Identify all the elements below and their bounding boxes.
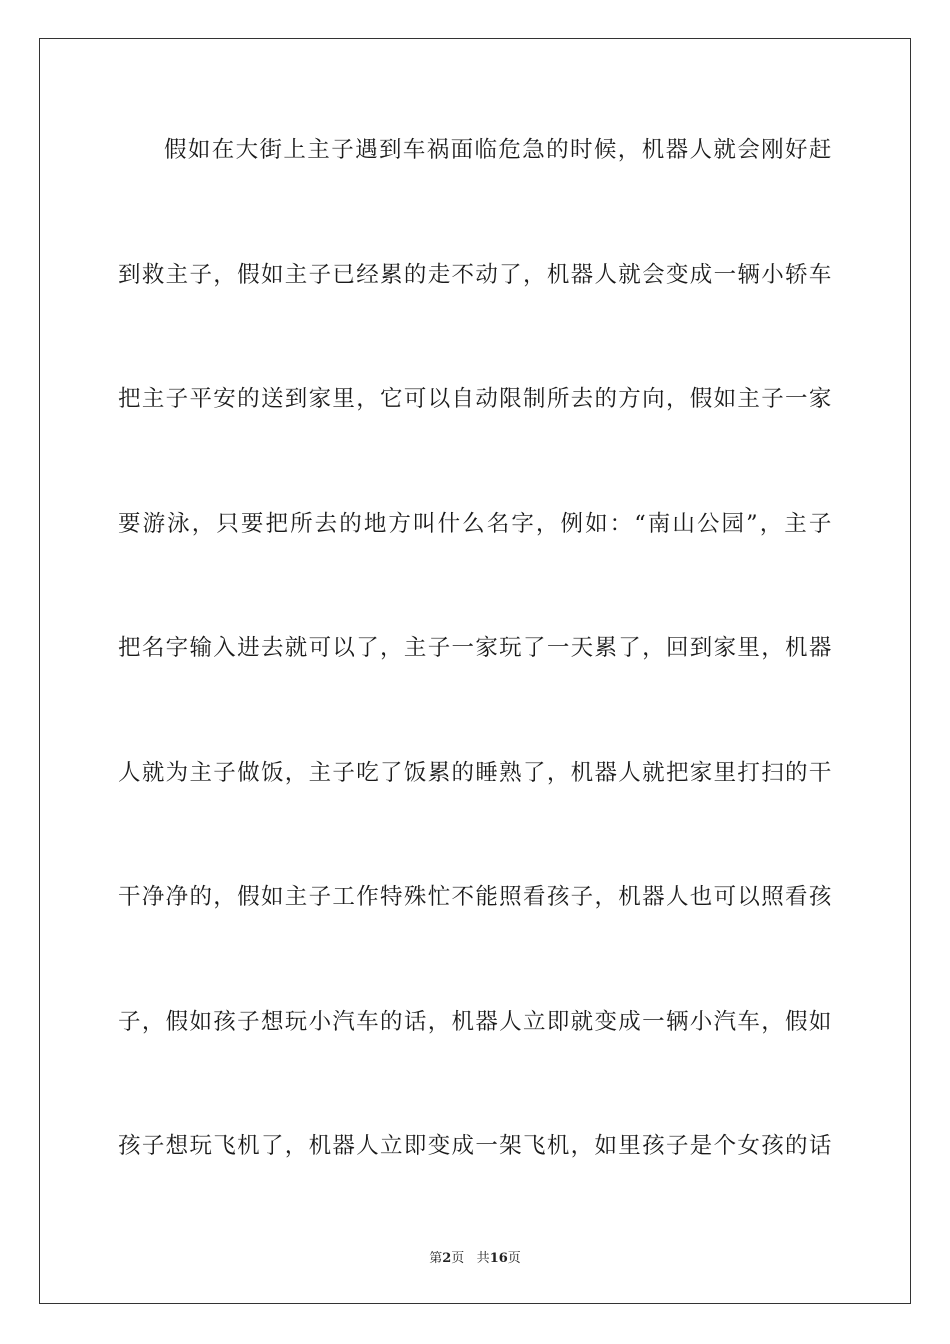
total-prefix: 共	[476, 1251, 490, 1266]
document-body	[118, 126, 832, 1247]
total-suffix: 页	[507, 1251, 521, 1266]
paragraph-line: 把主子平安的送到家里，它可以自动限制所去的方向，假如主子一家	[118, 386, 832, 412]
footer-gap	[464, 1251, 476, 1266]
paragraph-line: 人就为主子做饭，主子吃了饭累的睡熟了，机器人就把家里打扫的干	[118, 759, 832, 786]
page-number: 2	[442, 1251, 452, 1266]
paragraph-line: 子，假如孩子想玩小汽车的话，机器人立即就变成一辆小汽车，假如	[118, 1008, 832, 1035]
paragraph-line: 把名字输入进去就可以了，主子一家玩了一天累了，回到家里，机器	[118, 635, 832, 661]
paragraph-line: 到救主子，假如主子已经累的走不动了，机器人就会变成一辆小轿车	[118, 261, 832, 288]
total-pages: 16	[489, 1251, 508, 1266]
page-suffix: 页	[451, 1251, 465, 1266]
paragraph-line: 孩子想玩飞机了，机器人立即变成一架飞机，如里孩子是个女孩的话	[118, 1133, 832, 1159]
paragraph-line: 假如在大街上主子遇到车祸面临危急的时候，机器人就会刚好赶	[164, 137, 832, 163]
paragraph-line: 干净净的，假如主子工作特殊忙不能照看孩子，机器人也可以照看孩	[118, 884, 832, 910]
page-prefix: 第	[429, 1251, 443, 1266]
paragraph-line: 要游泳，只要把所去的地方叫什么名字，例如：“南山公园”，主子	[118, 510, 832, 537]
page-footer	[0, 1247, 950, 1266]
